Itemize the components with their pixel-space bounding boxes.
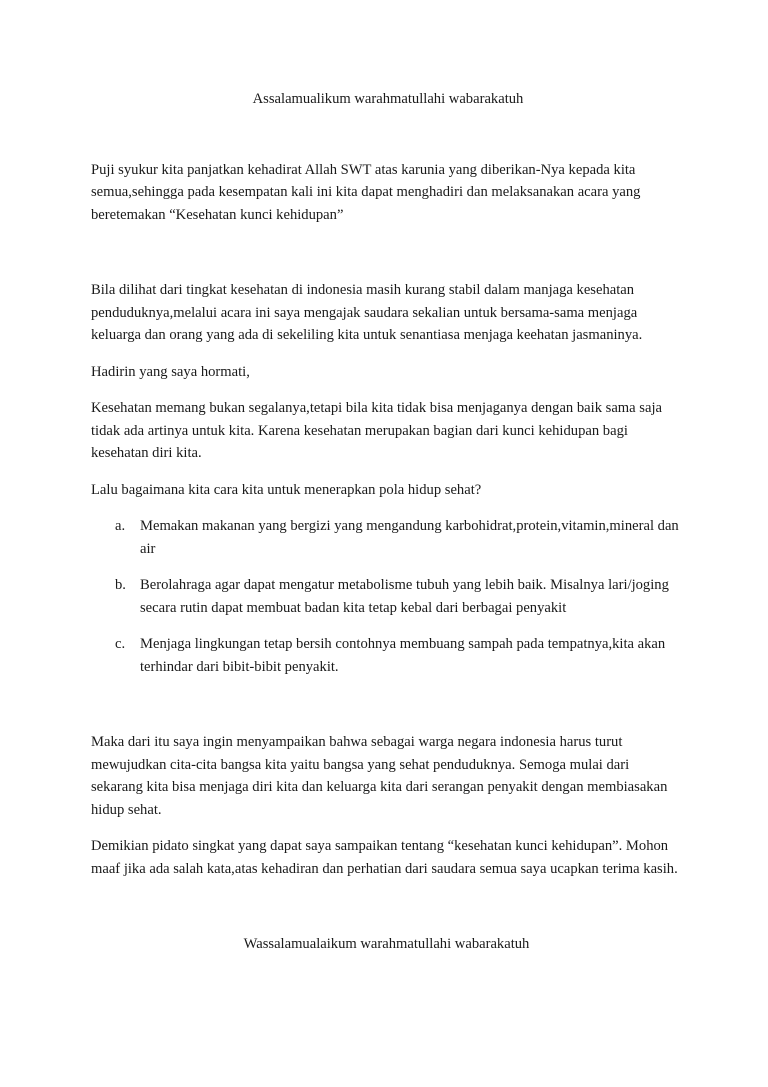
document-page [91, 88, 681, 956]
paragraph-conclusion: Maka dari itu saya ingin menyampaikan bahwa sebagai warga negara indonesia harus turut mewujudkan cita-cita bangsa kita yaitu bangsa yang sehat penduduknya. Semoga mulai dari sekarang kita bisa menjaga diri kita dan keluarga kita dari serangan penyakit dengan membiasakan hidup sehat. [91, 734, 668, 818]
closing-greeting: Wassalamualaikum warahmatullahi wabarakatuh [243, 936, 530, 952]
paragraph-closing-remarks: Demikian pidato singkat yang dapat saya sampaikan tentang “kesehatan kunci kehidupan”. Mohon maaf jika ada salah kata,atas kehadiran dan perhatian dari saudara semua saya ucapkan terima kasih. [91, 838, 678, 877]
paragraph-health-status: Bila dilihat dari tingkat kesehatan di indonesia masih kurang stabil dalam manjaga kesehatan penduduknya,melalui acara ini saya mengajak saudara sekalian untuk bersama-sama menjaga keluarga dan orang yang ada di sekeliling kita untuk senantiasa menjaga keehatan jasmaninya. [91, 282, 643, 343]
list-marker: a. [115, 518, 126, 534]
list-item-text: Menjaga lingkungan tetap bersih contohnya membuang sampah pada tempatnya,kita akan terhindar dari bibit-bibit penyakit. [140, 636, 666, 675]
spacer [91, 692, 681, 731]
paragraph-audience-address: Hadirin yang saya hormati, [91, 363, 250, 380]
paragraph-intro: Puji syukur kita panjatkan kehadirat Allah SWT atas karunia yang diberikan-Nya kepada kita semua,sehingga pada kesempatan kali ini kita dapat menghadiri dan melaksanakan acara yang beretemakan “Kesehatan kunci kehidupan” [91, 161, 641, 223]
opening-greeting: Assalamualikum warahmatullahi wabarakatuh [252, 91, 524, 107]
spacer [91, 111, 681, 159]
paragraph-question: Lalu bagaimana kita cara kita untuk menerapkan pola hidup sehat? [91, 481, 482, 498]
list-item-text: Berolahraga agar dapat mengatur metabolisme tubuh yang lebih baik. Misalnya lari/joging secara rutin dapat membuat badan kita tetap kebal dari berbagai penyakit [140, 577, 669, 616]
list-item [115, 574, 681, 619]
healthy-lifestyle-list [91, 515, 681, 678]
list-item [115, 633, 681, 678]
spacer [91, 240, 681, 279]
list-item [115, 515, 681, 560]
paragraph-health-importance: Kesehatan memang bukan segalanya,tetapi bila kita tidak bisa menjaganya dengan baik sama saja tidak ada artinya untuk kita. Karena kesehatan merupakan bagian dari kunci kehidupan bagi kesehatan diri kita. [91, 400, 662, 461]
list-item-text: Memakan makanan yang bergizi yang mengandung karbohidrat,protein,vitamin,mineral dan air [140, 518, 679, 557]
list-marker: b. [115, 577, 126, 593]
spacer [91, 894, 681, 933]
list-marker: c. [115, 636, 126, 652]
